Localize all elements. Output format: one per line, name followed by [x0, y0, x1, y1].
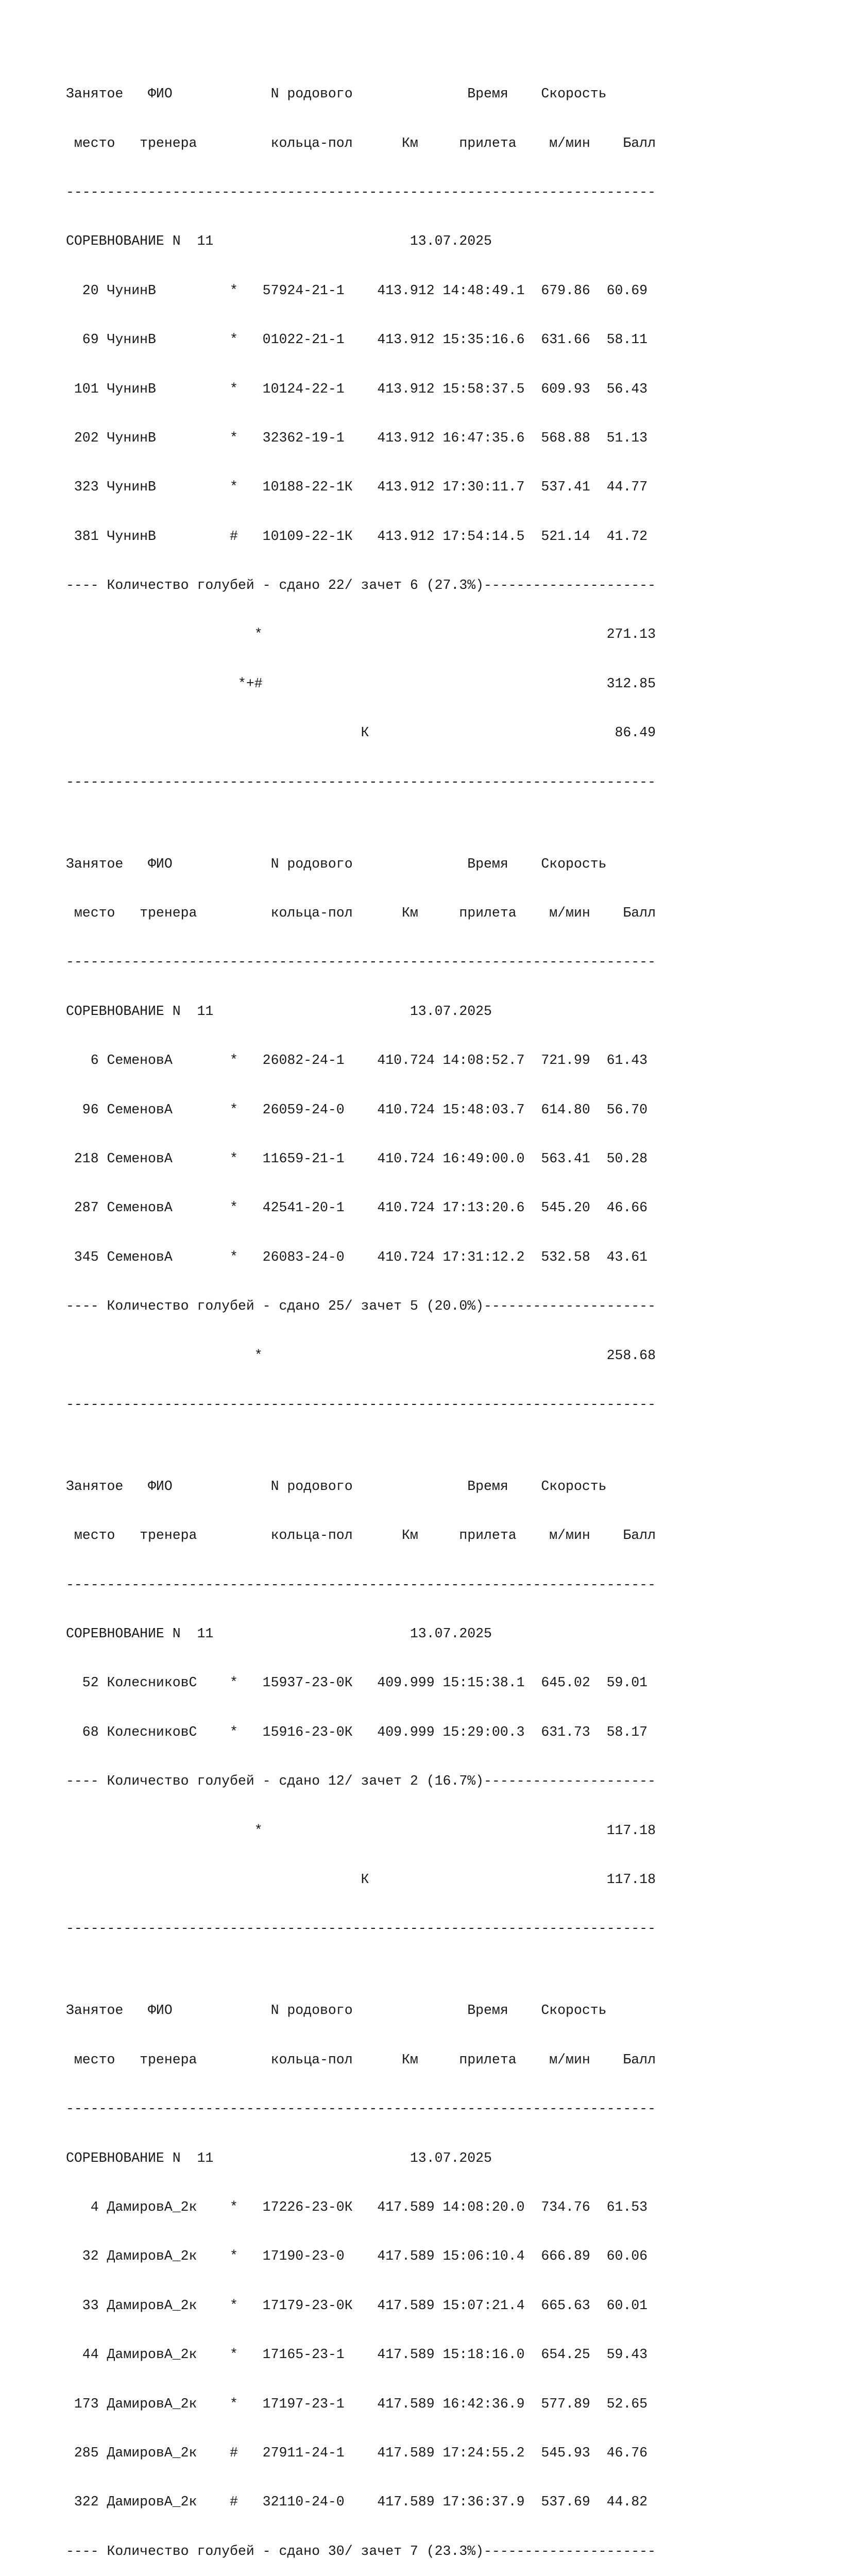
- summary-line: ---- Количество голубей - сдано 25/ зачет 5 (20.0%)---------------------: [66, 1298, 656, 1314]
- header-line-2: место тренера кольца-пол Км прилета м/мин Балл: [66, 2052, 656, 2067]
- result-row: 20 ЧунинВ * 57924-21-1 413.912 14:48:49.1 679.86 60.69: [66, 282, 648, 298]
- rule: ------------------------------------------------------------------------: [66, 1577, 656, 1592]
- total-line: * 117.18: [66, 1822, 656, 1838]
- result-row: 4 ДамировА_2к * 17226-23-0К 417.589 14:08:20.0 734.76 61.53: [66, 2199, 648, 2215]
- result-row: 287 СеменовА * 42541-20-1 410.724 17:13:20.6 545.20 46.66: [66, 1200, 648, 1216]
- header-line-1: Занятое ФИО N родового Время Скорость: [66, 86, 607, 102]
- result-row: 32 ДамировА_2к * 17190-23-0 417.589 15:06:10.4 666.89 60.06: [66, 2248, 648, 2264]
- result-row: 52 КолесниковС * 15937-23-0К 409.999 15:15:38.1 645.02 59.01: [66, 1675, 648, 1691]
- competition-title: СОРЕВНОВАНИЕ N 11 13.07.2025: [66, 1003, 492, 1019]
- result-row: 173 ДамировА_2к * 17197-23-1 417.589 16:42:36.9 577.89 52.65: [66, 2396, 648, 2412]
- result-row: 96 СеменовА * 26059-24-0 410.724 15:48:03.7 614.80 56.70: [66, 1101, 648, 1117]
- total-line: *+# 312.85: [66, 675, 656, 691]
- header-line-2: место тренера кольца-пол Км прилета м/мин Балл: [66, 1528, 656, 1544]
- rule: ------------------------------------------------------------------------: [66, 954, 656, 970]
- header-line-1: Занятое ФИО N родового Время Скорость: [66, 856, 607, 872]
- result-row: 323 ЧунинВ * 10188-22-1К 413.912 17:30:11.7 537.41 44.77: [66, 479, 648, 495]
- total-line: К 117.18: [66, 1872, 656, 1888]
- result-row: 68 КолесниковС * 15916-23-0К 409.999 15:29:00.3 631.73 58.17: [66, 1724, 648, 1740]
- total-line: * 258.68: [66, 1347, 656, 1363]
- rule: ------------------------------------------------------------------------: [66, 1921, 656, 1937]
- rule: ------------------------------------------------------------------------: [66, 1396, 656, 1412]
- result-row: 345 СеменовА * 26083-24-0 410.724 17:31:12.2 532.58 43.61: [66, 1249, 648, 1265]
- header-line-2: место тренера кольца-пол Км прилета м/мин Балл: [66, 905, 656, 921]
- result-row: 44 ДамировА_2к * 17165-23-1 417.589 15:18:16.0 654.25 59.43: [66, 2347, 648, 2363]
- results-printout: [66, 21, 656, 2576]
- competition-title: СОРЕВНОВАНИЕ N 11 13.07.2025: [66, 1626, 492, 1642]
- result-row: 69 ЧунинВ * 01022-21-1 413.912 15:35:16.6 631.66 58.11: [66, 332, 648, 348]
- total-line: * 271.13: [66, 626, 656, 642]
- header-line-1: Занятое ФИО N родового Время Скорость: [66, 1478, 607, 1494]
- result-row: 202 ЧунинВ * 32362-19-1 413.912 16:47:35.6 568.88 51.13: [66, 430, 648, 446]
- summary-line: ---- Количество голубей - сдано 12/ зачет 2 (16.7%)---------------------: [66, 1773, 656, 1789]
- summary-line: ---- Количество голубей - сдано 30/ зачет 7 (23.3%)---------------------: [66, 2543, 656, 2559]
- competition-title: СОРЕВНОВАНИЕ N 11 13.07.2025: [66, 2150, 492, 2166]
- result-row: 322 ДамировА_2к # 32110-24-0 417.589 17:36:37.9 537.69 44.82: [66, 2494, 648, 2510]
- summary-line: ---- Количество голубей - сдано 22/ зачет 6 (27.3%)---------------------: [66, 578, 656, 594]
- total-line: К 86.49: [66, 725, 656, 741]
- competition-title: СОРЕВНОВАНИЕ N 11 13.07.2025: [66, 233, 492, 249]
- header-line-2: место тренера кольца-пол Км прилета м/мин Балл: [66, 135, 656, 151]
- result-row: 6 СеменовА * 26082-24-1 410.724 14:08:52.7 721.99 61.43: [66, 1053, 648, 1069]
- header-line-1: Занятое ФИО N родового Время Скорость: [66, 2003, 607, 2019]
- result-row: 33 ДамировА_2к * 17179-23-0К 417.589 15:07:21.4 665.63 60.01: [66, 2297, 648, 2313]
- result-row: 101 ЧунинВ * 10124-22-1 413.912 15:58:37.5 609.93 56.43: [66, 381, 648, 397]
- result-row: 285 ДамировА_2к # 27911-24-1 417.589 17:24:55.2 545.93 46.76: [66, 2445, 648, 2461]
- rule: ------------------------------------------------------------------------: [66, 184, 656, 200]
- result-row: 218 СеменовА * 11659-21-1 410.724 16:49:00.0 563.41 50.28: [66, 1150, 648, 1166]
- rule: ------------------------------------------------------------------------: [66, 2101, 656, 2117]
- result-row: 381 ЧунинВ # 10109-22-1К 413.912 17:54:14.5 521.14 41.72: [66, 528, 648, 544]
- rule: ------------------------------------------------------------------------: [66, 774, 656, 790]
